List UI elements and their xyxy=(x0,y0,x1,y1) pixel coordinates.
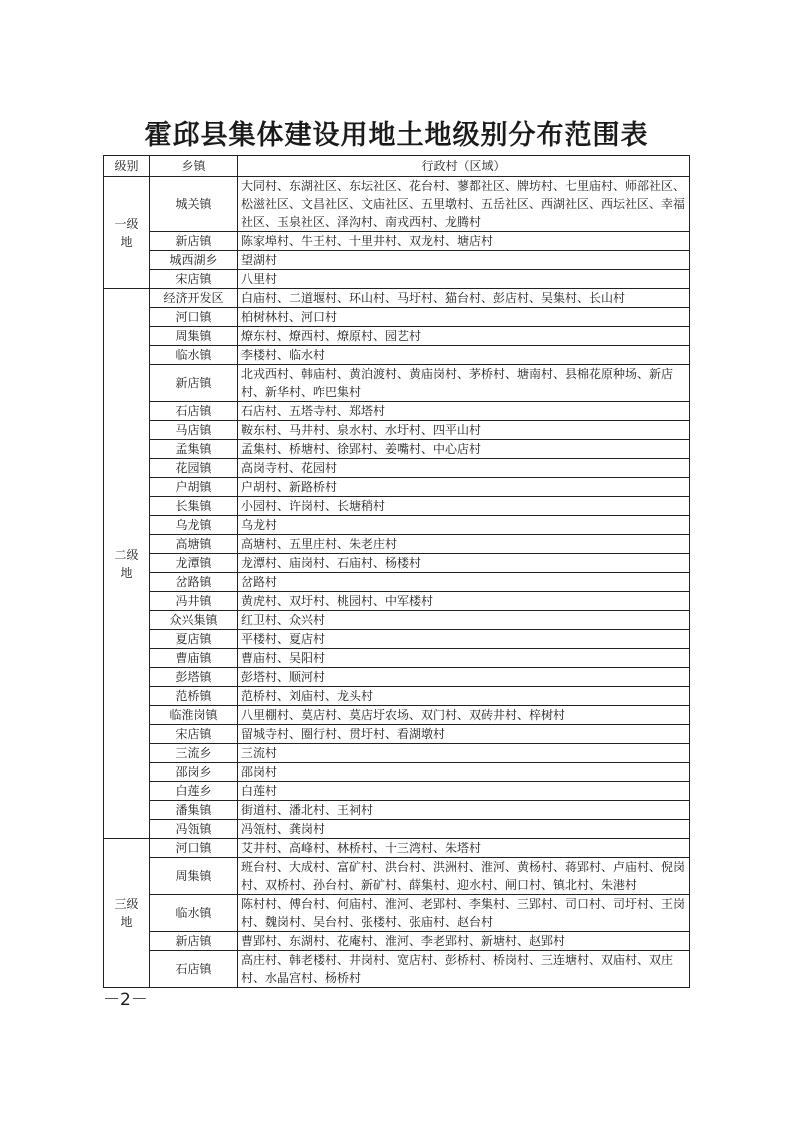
land-grade-table xyxy=(103,155,690,988)
table-row xyxy=(104,327,690,346)
villages-cell: 黄虎村、双圩村、桃园村、中军楼村 xyxy=(238,592,690,611)
town-cell: 新店镇 xyxy=(150,365,238,402)
town-cell: 曹庙镇 xyxy=(150,649,238,668)
villages-cell: 孟集村、桥塘村、徐郢村、姜嘴村、中心店村 xyxy=(238,440,690,459)
table-row xyxy=(104,177,690,232)
table-row xyxy=(104,573,690,592)
villages-cell: 龙潭村、庙岗村、石庙村、杨楼村 xyxy=(238,554,690,573)
villages-cell: 平楼村、夏店村 xyxy=(238,630,690,649)
town-cell: 长集镇 xyxy=(150,497,238,516)
town-cell: 潘集镇 xyxy=(150,801,238,820)
villages-cell: 户胡村、新路桥村 xyxy=(238,478,690,497)
table-row xyxy=(104,932,690,951)
villages-cell: 红卫村、众兴村 xyxy=(238,611,690,630)
table-row xyxy=(104,251,690,270)
table-row xyxy=(104,308,690,327)
town-cell: 临水镇 xyxy=(150,346,238,365)
page-number: －2－ xyxy=(103,990,148,1010)
document-title: 霍邱县集体建设用地土地级别分布范围表 xyxy=(144,120,649,151)
town-cell: 宋店镇 xyxy=(150,270,238,289)
villages-cell: 曹庙村、吴阳村 xyxy=(238,649,690,668)
town-cell: 石店镇 xyxy=(150,951,238,988)
town-cell: 白莲乡 xyxy=(150,782,238,801)
table-row xyxy=(104,270,690,289)
town-cell: 三流乡 xyxy=(150,744,238,763)
town-cell: 石店镇 xyxy=(150,402,238,421)
villages-cell: 曹郢村、东湖村、花庵村、淮河、李老郢村、新塘村、赵郢村 xyxy=(238,932,690,951)
town-cell: 临淮岗镇 xyxy=(150,706,238,725)
table-row xyxy=(104,744,690,763)
table-row xyxy=(104,951,690,988)
town-cell: 经济开发区 xyxy=(150,289,238,308)
town-cell: 孟集镇 xyxy=(150,440,238,459)
town-cell: 户胡镇 xyxy=(150,478,238,497)
town-cell: 临水镇 xyxy=(150,895,238,932)
villages-cell: 高岗寺村、花园村 xyxy=(238,459,690,478)
town-cell: 宋店镇 xyxy=(150,725,238,744)
town-cell: 岔路镇 xyxy=(150,573,238,592)
town-cell: 河口镇 xyxy=(150,839,238,858)
table-row xyxy=(104,592,690,611)
villages-cell: 艾井村、高峰村、林桥村、十三湾村、朱塔村 xyxy=(238,839,690,858)
table-row xyxy=(104,554,690,573)
table-row xyxy=(104,402,690,421)
town-cell: 冯瓴镇 xyxy=(150,820,238,839)
table-row xyxy=(104,782,690,801)
villages-cell: 大同村、东湖社区、东坛社区、花台村、蓼都社区、牌坊村、七里庙村、师部社区、松滋社区、文昌社区、文庙社区、五里墩村、五岳社区、西湖社区、西坛社区、幸福社区、玉泉社区、泽沟村、南戎西村、龙腾村 xyxy=(238,177,690,232)
table-row xyxy=(104,763,690,782)
villages-cell: 彭塔村、顺河村 xyxy=(238,668,690,687)
villages-cell: 三流村 xyxy=(238,744,690,763)
town-cell: 城关镇 xyxy=(150,177,238,232)
table-row xyxy=(104,478,690,497)
table-row xyxy=(104,668,690,687)
villages-cell: 班台村、大成村、富矿村、洪台村、洪洲村、淮河、黄杨村、蒋郢村、卢庙村、倪岗村、双桥村、孙台村、新矿村、薛集村、迎水村、闸口村、镇北村、朱港村 xyxy=(238,858,690,895)
header-level: 级别 xyxy=(104,156,150,177)
table-row xyxy=(104,497,690,516)
table-row xyxy=(104,687,690,706)
town-cell: 邵岗乡 xyxy=(150,763,238,782)
villages-cell: 望湖村 xyxy=(238,251,690,270)
villages-cell: 陈家埠村、牛王村、十里井村、双龙村、塘店村 xyxy=(238,232,690,251)
villages-cell: 冯瓴村、龚岗村 xyxy=(238,820,690,839)
table-row xyxy=(104,630,690,649)
villages-cell: 燎东村、燎西村、燎原村、园艺村 xyxy=(238,327,690,346)
table-row xyxy=(104,421,690,440)
town-cell: 周集镇 xyxy=(150,858,238,895)
town-cell: 新店镇 xyxy=(150,932,238,951)
town-cell: 周集镇 xyxy=(150,327,238,346)
town-cell: 新店镇 xyxy=(150,232,238,251)
villages-cell: 高庄村、韩老楼村、井岗村、宽店村、彭桥村、桥岗村、三连塘村、双庙村、双庄村、水晶宫村、杨桥村 xyxy=(238,951,690,988)
town-cell: 河口镇 xyxy=(150,308,238,327)
villages-cell: 乌龙村 xyxy=(238,516,690,535)
table-row xyxy=(104,289,690,308)
town-cell: 高塘镇 xyxy=(150,535,238,554)
table-row xyxy=(104,725,690,744)
town-cell: 众兴集镇 xyxy=(150,611,238,630)
town-cell: 冯井镇 xyxy=(150,592,238,611)
table-row xyxy=(104,820,690,839)
villages-cell: 陈村村、傅台村、何庙村、淮河、老郢村、李集村、三郢村、司口村、司圩村、王岗村、魏岗村、吴台村、张楼村、张庙村、赵台村 xyxy=(238,895,690,932)
villages-cell: 李楼村、临水村 xyxy=(238,346,690,365)
table-row xyxy=(104,346,690,365)
villages-cell: 留城寺村、圈行村、贯圩村、看湖墩村 xyxy=(238,725,690,744)
town-cell: 花园镇 xyxy=(150,459,238,478)
town-cell: 城西湖乡 xyxy=(150,251,238,270)
town-cell: 彭塔镇 xyxy=(150,668,238,687)
header-villages: 行政村（区域） xyxy=(238,156,690,177)
villages-cell: 北戎西村、韩庙村、黄泊渡村、黄庙岗村、茅桥村、塘南村、县棉花原种场、新店村、新华村、咋巴集村 xyxy=(238,365,690,402)
villages-cell: 白庙村、二道堰村、环山村、马圩村、猫台村、彭店村、吴集村、长山村 xyxy=(238,289,690,308)
table-row xyxy=(104,649,690,668)
villages-cell: 白莲村 xyxy=(238,782,690,801)
table-row xyxy=(104,516,690,535)
table-row xyxy=(104,232,690,251)
table-row xyxy=(104,706,690,725)
town-cell: 范桥镇 xyxy=(150,687,238,706)
villages-cell: 高塘村、五里庄村、朱老庄村 xyxy=(238,535,690,554)
level-cell: 三级 地 xyxy=(104,839,150,988)
villages-cell: 街道村、潘北村、王祠村 xyxy=(238,801,690,820)
table-row xyxy=(104,440,690,459)
table-row xyxy=(104,365,690,402)
table-body xyxy=(104,177,690,988)
table-row xyxy=(104,839,690,858)
villages-cell: 石店村、五塔寺村、郑塔村 xyxy=(238,402,690,421)
villages-cell: 柏树林村、河口村 xyxy=(238,308,690,327)
table-row xyxy=(104,858,690,895)
level-cell: 二级 地 xyxy=(104,289,150,839)
villages-cell: 八里村 xyxy=(238,270,690,289)
header-town: 乡镇 xyxy=(150,156,238,177)
town-cell: 龙潭镇 xyxy=(150,554,238,573)
table-header-row xyxy=(104,156,690,177)
table-row xyxy=(104,459,690,478)
table-row xyxy=(104,535,690,554)
table-row xyxy=(104,611,690,630)
villages-cell: 邵岗村 xyxy=(238,763,690,782)
villages-cell: 岔路村 xyxy=(238,573,690,592)
villages-cell: 小园村、许岗村、长塘稍村 xyxy=(238,497,690,516)
level-cell: 一级 地 xyxy=(104,177,150,289)
villages-cell: 范桥村、刘庙村、龙头村 xyxy=(238,687,690,706)
table-row xyxy=(104,801,690,820)
table-row xyxy=(104,895,690,932)
villages-cell: 鞍东村、马井村、泉水村、水圩村、四平山村 xyxy=(238,421,690,440)
town-cell: 马店镇 xyxy=(150,421,238,440)
town-cell: 乌龙镇 xyxy=(150,516,238,535)
town-cell: 夏店镇 xyxy=(150,630,238,649)
villages-cell: 八里棚村、莫店村、莫店圩农场、双门村、双砖井村、梓树村 xyxy=(238,706,690,725)
